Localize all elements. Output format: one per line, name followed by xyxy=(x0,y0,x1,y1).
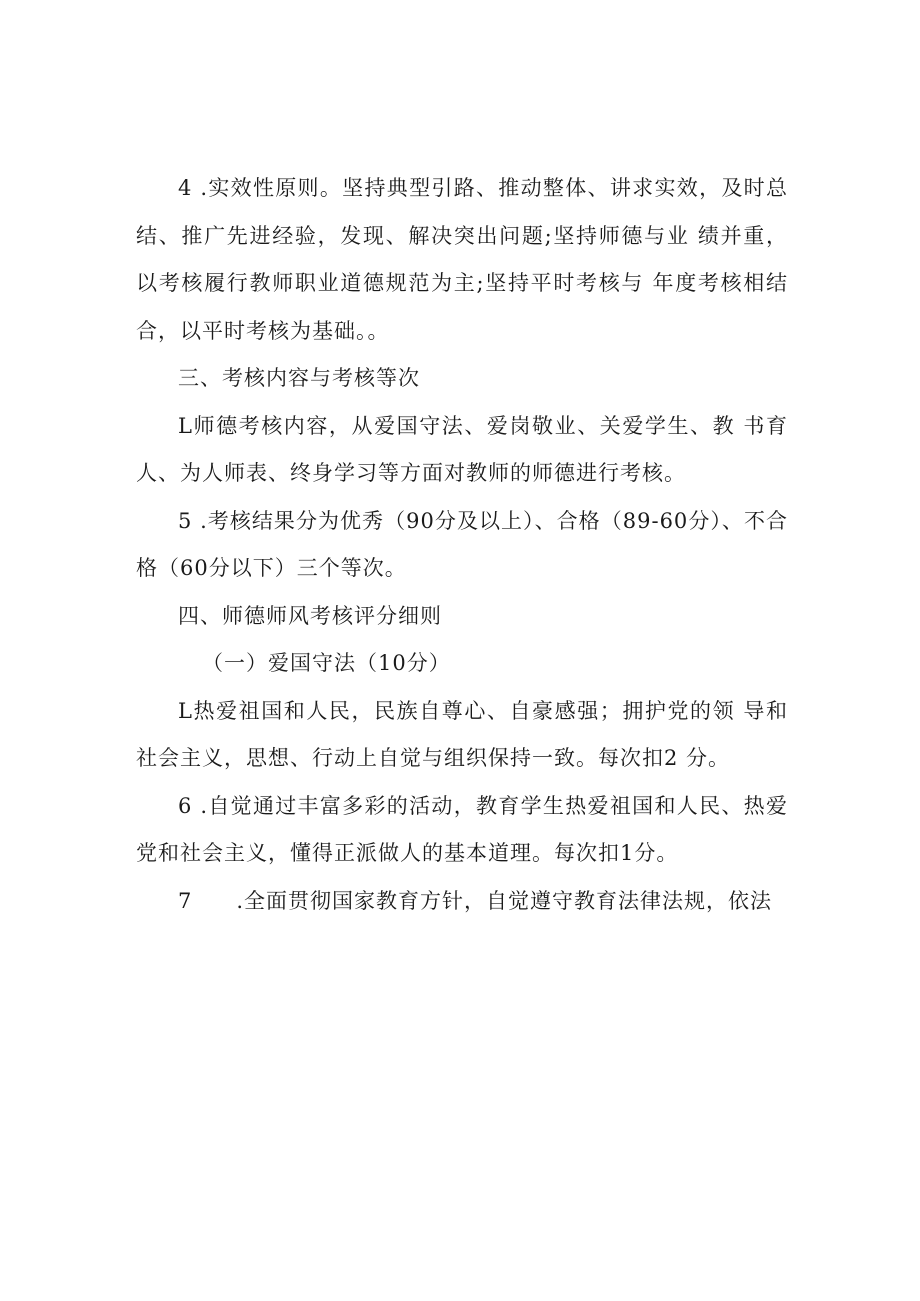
paragraph-educate-students: 6 .自觉通过丰富多彩的活动，教育学生热爱祖国和人民、热爱党和社会主义，懂得正派做人的基本道理。每次扣1分。 xyxy=(136,793,788,865)
paragraph-ethics-assessment-content: L师德考核内容，从爱国守法、爱岗敬业、关爱学生、教 书育人、为人师表、终身学习等方面对教师的师德进行考核。 xyxy=(136,413,788,485)
paragraph-love-country: L热爱祖国和人民，民族自尊心、自豪感强；拥护党的领 导和社会主义，思想、行动上自觉与组织保持一致。每次扣2 分。 xyxy=(136,698,788,770)
section-heading-assessment-content: 三、考核内容与考核等次 xyxy=(178,366,420,390)
subsection-heading-patriotism: （一）爱国守法（10分） xyxy=(202,651,451,675)
section-heading-scoring-rules: 四、师德师风考核评分细则 xyxy=(178,603,442,628)
paragraph-effectiveness-principle: 4 .实效性原则。坚持典型引路、推动整体、讲求实效，及时总结、推广先进经验，发现、解决突出问题;坚持师德与业 绩并重，以考核履行教师职业道德规范为主;坚持平时考核与 年度考核相结合，以平时考核为基础。。 xyxy=(136,176,788,343)
paragraph-assessment-grades: 5 .考核结果分为优秀（90分及以上）、合格（89-60分）、不合格（60分以下）三个等次。 xyxy=(136,508,788,580)
paragraph-education-policy: 7 .全面贯彻国家教育方针，自觉遵守教育法律法规，依法 xyxy=(178,888,773,913)
document-body xyxy=(136,165,788,925)
